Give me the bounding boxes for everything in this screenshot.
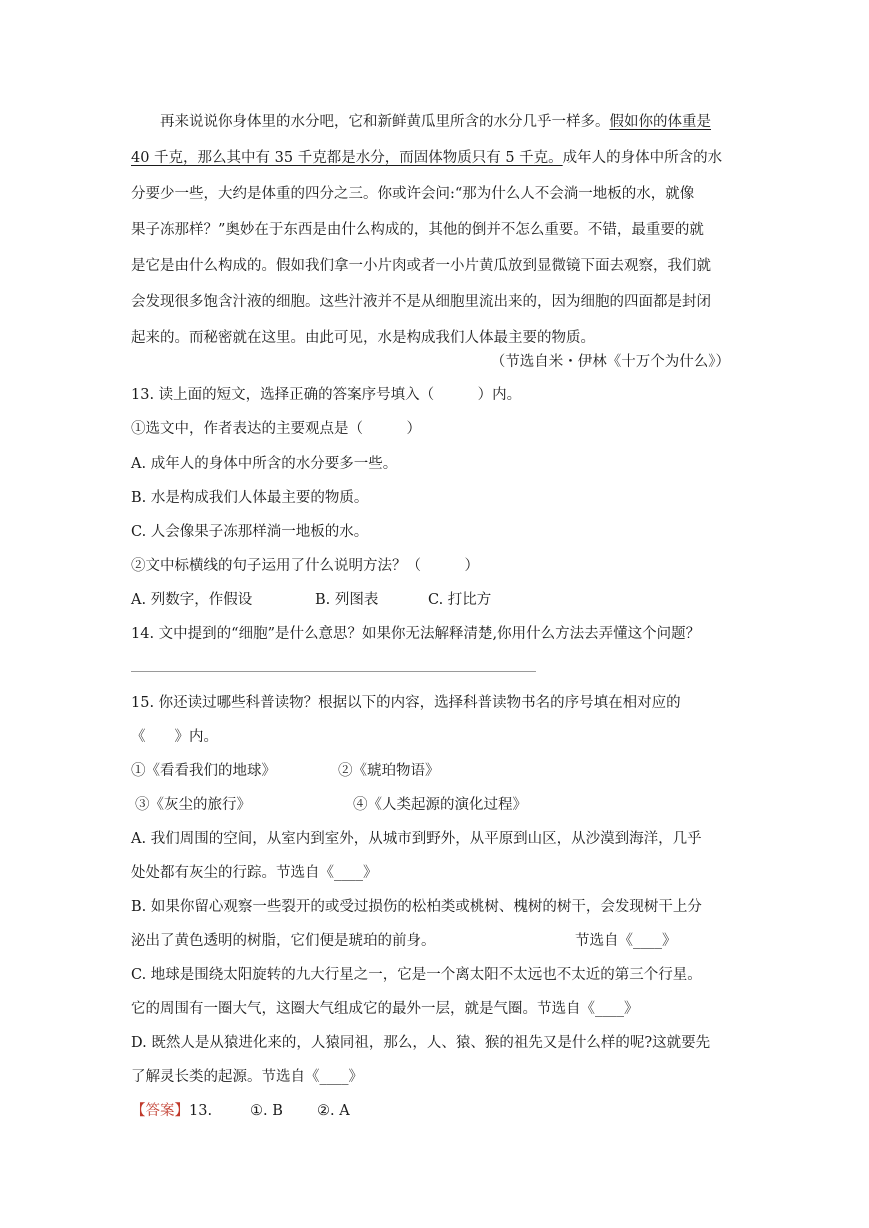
q15-stem-1: 15. 你还读过哪些科普读物？根据以下的内容，选择科普读物书名的序号填在相对应的 [131,695,681,711]
q15-books-row-2 [135,795,527,815]
q15-book-4: ④《人类起源的演化过程》 [353,797,527,813]
q15-item-a-line-2: 处处都有灰尘的行踪。节选自《____》 [131,865,378,881]
q15-book-1: ①《看看我们的地球》 [131,763,276,779]
passage-line-1: 再来说说你身体里的水分吧，它和新鲜黄瓜里所含的水分几乎一样多。假如你的体重是 [160,114,711,130]
q13-stem: 13. 读上面的短文，选择正确的答案序号填入（ ）内。 [131,387,522,403]
answer-2: ②. A [317,1103,350,1119]
q13-sub2-option-a: A. 列数字，作假设 [131,592,253,608]
q14-stem: 14. 文中提到的“细胞”是什么意思？如果你无法解释清楚,你用什么方法去弄懂这个问题？ [131,626,701,642]
q15-item-d-line-1: D. 既然人是从猿进化来的，人猿同祖，那么，人、猿、猴的祖先又是什么样的呢?这就要先 [131,1035,711,1051]
answer-1: ①. B [250,1103,283,1119]
q15-book-2: ②《琥珀物语》 [338,763,440,779]
passage-line-3: 分要少一些，大约是体重的四分之三。你或许会问:“那为什么人不会淌一地板的水，就像 [131,186,695,202]
q13-sub2-option-c: C. 打比方 [428,592,492,608]
passage-line-4: 果子冻那样？”奥妙在于东西是由什么构成的，其他的倒并不怎么重要。不错，最重要的就 [131,222,704,238]
passage-line-7: 起来的。而秘密就在这里。由此可见，水是构成我们人体最主要的物质。 [131,330,595,346]
q13-option-b: B. 水是构成我们人体最主要的物质。 [131,490,369,506]
q13-sub2-option-b: B. 列图表 [315,592,379,608]
q15-item-a-line-1: A. 我们周围的空间，从室内到室外，从城市到野外，从平原到山区，从沙漠到海洋，几乎 [131,831,702,847]
answer-number: 13. [189,1103,213,1119]
passage-line-6: 会发现很多饱含汁液的细胞。这些汁液并不是从细胞里流出来的，因为细胞的四面都是封闭 [131,294,711,310]
passage-source: （节选自米・伊林《十万个为什么》） [490,354,730,370]
q15-item-c-line-1: C. 地球是围绕太阳旋转的九大行星之一，它是一个离太阳不太远也不太近的第三个行星。 [131,967,702,983]
q15-stem-2: 《 》内。 [131,729,218,745]
q13-option-a: A. 成年人的身体中所含的水分要多一些。 [131,456,398,472]
answer-row [131,1101,350,1121]
q15-item-b-line-2: 泌出了黄色透明的树脂，它们便是琥珀的前身。 节选自《____》 [131,933,677,949]
q13-sub2-options [131,590,491,610]
q15-books-row-1 [131,761,440,781]
passage-line-5: 是它是由什么构成的。假如我们拿一小片肉或者一小片黄瓜放到显微镜下面去观察，我们就 [131,258,711,274]
q13-sub2: ②文中标横线的句子运用了什么说明方法？（ ） [131,558,479,574]
passage-line-2: 40 千克，那么其中有 35 千克都是水分，而固体物质只有 5 千克。成年人的身体中所含的水 [131,150,723,166]
q15-item-c-line-2: 它的周围有一圈大气，这圈大气组成它的最外一层，就是气圈。节选自《____》 [131,1001,639,1017]
q13-option-c: C. 人会像果子冻那样淌一地板的水。 [131,524,369,540]
q14-answer-line [131,671,536,672]
q15-item-b-line-1: B. 如果你留心观察一些裂开的或受过损伤的松柏类或桃树、槐树的树干，会发现树干上分 [131,899,702,915]
answer-tag: 【答案】 [131,1103,189,1119]
q15-book-3: ③《灰尘的旅行》 [135,797,251,813]
q13-sub1: ①选文中，作者表达的主要观点是（ ） [131,421,421,437]
q15-item-d-line-2: 了解灵长类的起源。节选自《____》 [131,1069,363,1085]
